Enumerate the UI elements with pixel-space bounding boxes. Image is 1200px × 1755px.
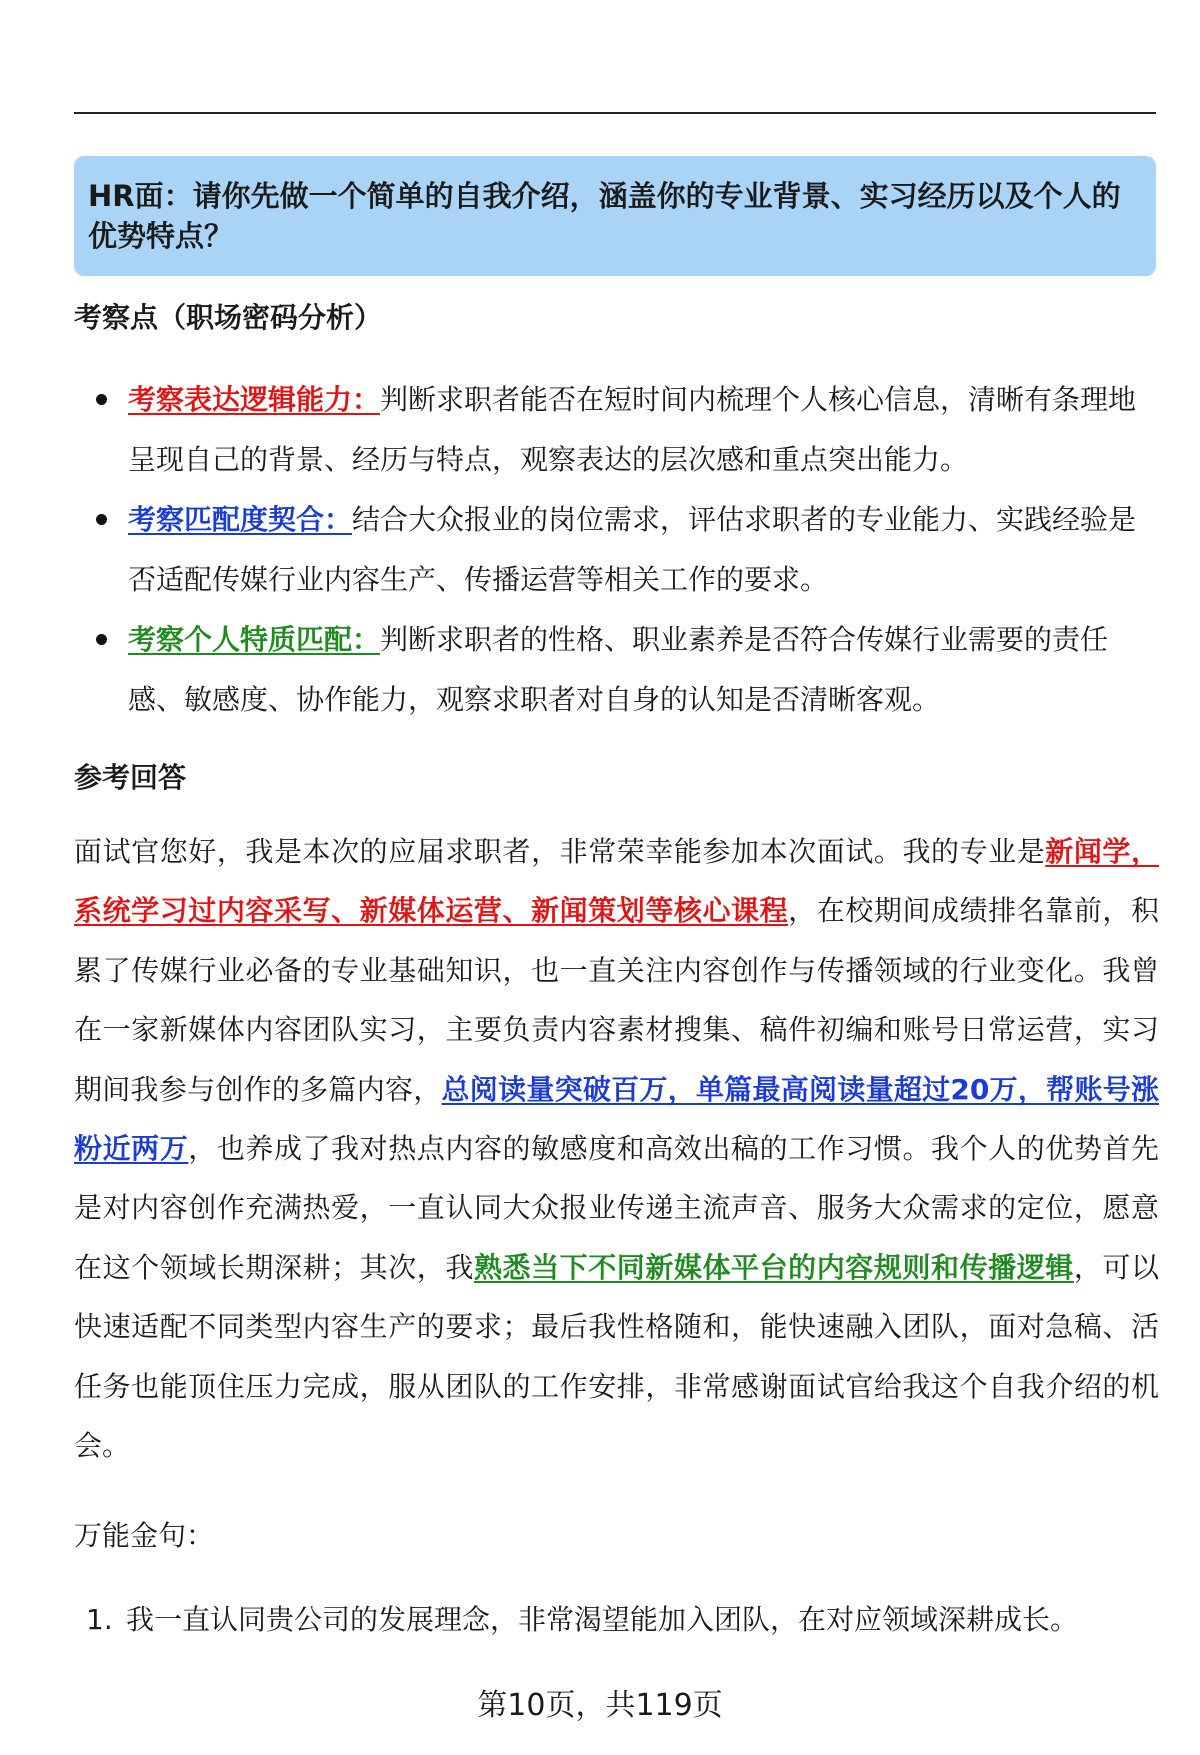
exam-points-heading: 考察点（职场密码分析）: [74, 301, 383, 334]
answer-text: 面试官您好，我是本次的应届求职者，非常荣幸能参加本次面试。我的专业是: [74, 835, 1046, 868]
golden-sentences-label: 万能金句：: [74, 1519, 215, 1552]
exam-point-item: [74, 610, 1156, 730]
answer-highlight-skill: 熟悉当下不同新媒体平台的内容规则和传播逻辑: [473, 1250, 1074, 1284]
exam-point-text: 判断求职者能否在短时间内梳理个人核心信息，清晰有条理地呈现自己的背景、经历与特点，观察表达的层次感和重点突出能力。: [128, 383, 1137, 476]
exam-point-item: [74, 370, 1156, 490]
exam-point-keyword: 考察表达逻辑能力：: [128, 383, 381, 416]
answer-text: ，也养成了我对热点内容的敏感度和高效出稿的工作习惯。我个人的优势首先是对内容创作充满热爱，一直认同大众报业传递主流声音、服务大众需求的定位，愿意在这个领域长期深耕；其次，我: [74, 1132, 1159, 1284]
answer-paragraph: [74, 822, 1159, 1475]
golden-sentence-item: [74, 1600, 1156, 1640]
list-number: 1.: [86, 1603, 113, 1636]
page-number: 第10页，共119页: [477, 1688, 723, 1723]
answer-text: ，在校期间成绩排名靠前，积累了传媒行业必备的专业基础知识，也一直关注内容创作与传播领域的行业变化。我曾在一家新媒体内容团队实习，主要负责内容素材搜集、稿件初编和账号日常运营，实习期间我参与创作的多篇内容，: [74, 894, 1159, 1106]
bullet-dot-icon: [96, 514, 107, 525]
answer-highlight-achievement: 总阅读量突破百万，单篇最高阅读量超过20万，帮账号涨粉近两万: [74, 1072, 1159, 1166]
exam-points-list: [74, 370, 1156, 730]
answer-heading: 参考回答: [74, 761, 187, 794]
bullet-dot-icon: [96, 634, 107, 645]
top-divider: [74, 112, 1156, 114]
answer-highlight-major: 新闻学，系统学习过内容采写、新媒体运营、新闻策划等核心课程: [74, 835, 1159, 928]
exam-point-text: 判断求职者的性格、职业素养是否符合传媒行业需要的责任感、敏感度、协作能力，观察求职者对自身的认知是否清晰客观。: [128, 623, 1109, 716]
exam-point-text: 结合大众报业的岗位需求，评估求职者的专业能力、实践经验是否适配传媒行业内容生产、传播运营等相关工作的要求。: [128, 503, 1137, 596]
exam-point-keyword: 考察个人特质匹配：: [128, 623, 381, 656]
golden-sentence-text: 我一直认同贵公司的发展理念，非常渴望能加入团队，在对应领域深耕成长。: [126, 1603, 1079, 1636]
answer-text: ，可以快速适配不同类型内容生产的要求；最后我性格随和，能快速融入团队，面对急稿、活任务也能顶住压力完成，服从团队的工作安排，非常感谢面试官给我这个自我介绍的机会。: [74, 1250, 1159, 1463]
bullet-dot-icon: [96, 394, 107, 405]
golden-sentences-list: [74, 1600, 1156, 1640]
exam-point-item: [74, 490, 1156, 610]
question-text: HR面：请你先做一个简单的自我介绍，涵盖你的专业背景、实习经历以及个人的优势特点？: [88, 179, 1121, 253]
exam-point-keyword: 考察匹配度契合：: [128, 503, 353, 536]
question-box: [74, 156, 1156, 276]
